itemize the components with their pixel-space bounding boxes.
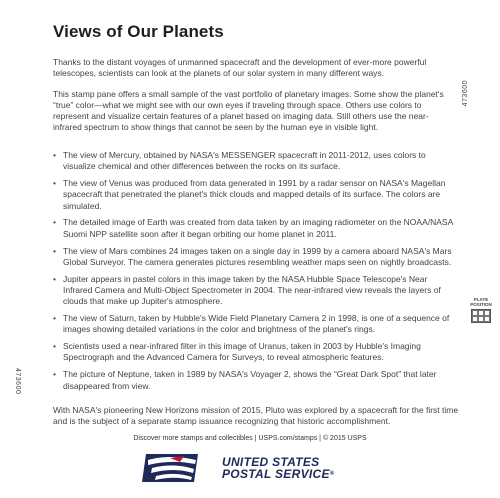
intro-paragraph: This stamp pane offers a small sample of the vast portfolio of planetary images. Some show the planet's “true” color—what we might see with our own eyes if traveling through space. Others use colors to represent and visualize certain features of a planet based on imaging data. Still others use the near-infrared spectrum to show things that cannot be seen by the human eye in visible light. — [53, 88, 444, 133]
plate-label-line2: POSITION — [470, 302, 492, 307]
list-item — [53, 369, 458, 392]
list-item — [53, 246, 458, 269]
bullet-icon: • — [53, 341, 56, 352]
planet-list — [53, 150, 458, 397]
list-item-text: The view of Saturn, taken by Hubble's Wide Field Planetary Camera 2 in 1998, is one of a sequence of images showing detailed variations in the color and brightness of the planet's rings. — [63, 313, 450, 335]
intro-text — [53, 57, 453, 143]
bullet-icon: • — [53, 313, 56, 324]
plate-label-line1: PLATE — [473, 297, 489, 302]
bullet-icon: • — [53, 178, 56, 189]
intro-paragraph: Thanks to the distant voyages of unmanned spacecraft and the development of ever-more powerful telescopes, scientists can look at the planets of our solar system in many different ways. — [53, 57, 427, 79]
plate-position — [466, 297, 496, 323]
bullet-icon: • — [53, 273, 56, 284]
usps-logo — [140, 450, 370, 486]
logo-wordmark — [222, 456, 335, 480]
page-title: Views of Our Planets — [53, 22, 224, 41]
list-item-text: Jupiter appears in pastel colors in this image taken by the NASA Hubble Space Telescope's Near Infrared Camera and Multi-Object Spectrometer in 2004. The near-infrared view reveals the layers of clouds that make up Jupiter's atmosphere. — [63, 273, 441, 307]
bullet-icon: • — [53, 150, 56, 160]
bullet-icon: • — [53, 245, 56, 256]
logo-line2: POSTAL SERVICE — [222, 467, 330, 481]
list-item — [53, 313, 458, 336]
list-item-text: The view of Mercury, obtained by NASA's MESSENGER spacecraft in 2011-2012, uses colors to visualize chemical and other differences between the rocks on its surface. — [63, 150, 426, 172]
list-item — [53, 274, 458, 308]
closing-paragraph: With NASA's pioneering New Horizons mission of 2015, Pluto was explored by a spacecraft for the first time and is the subject of a separate stamp issuance recognizing that historic accomplishment. — [53, 405, 459, 427]
list-item — [53, 150, 458, 173]
list-item — [53, 341, 458, 364]
list-item-text: Scientists used a near-infrared filter in this image of Uranus, taken in 2003 by Hubble's Imaging Spectrograph and the Advanced Camera for Surveys, to reveal atmospheric features. — [63, 341, 421, 363]
list-item-text: The view of Venus was produced from data generated in 1991 by a radar sensor on NASA's Magellan spacecraft that penetrated the planet's thick clouds and mapped details of its surface. The colors are simulated. — [63, 178, 446, 211]
registered-mark: ® — [329, 471, 335, 477]
bullet-icon: • — [53, 217, 56, 228]
footer-text: Discover more stamps and collectibles | USPS.com/stamps | © 2015 USPS — [133, 435, 367, 442]
plate-grid-icon — [471, 309, 491, 323]
list-item-text: The view of Mars combines 24 images taken on a single day in 1999 by a camera aboard NASA's Mars Global Surveyor. The camera generates pictures resembling weather maps seen on nightly broadcasts. — [63, 245, 452, 267]
list-item-text: The picture of Neptune, taken in 1989 by NASA's Voyager 2, shows the “Great Dark Spot” that later disappeared from view. — [63, 369, 437, 391]
side-code-bottom: 473600 — [14, 368, 21, 395]
side-code-top: 473600 — [462, 80, 469, 107]
list-item-text: The detailed image of Earth was created from data taken by an imaging radiometer on the NOAA/NASA Suomi NPP satellite soon after it began orbiting our home planet in 2011. — [63, 217, 453, 239]
eagle-logo-icon — [140, 450, 202, 486]
logo-line1: UNITED STATES — [222, 455, 320, 469]
list-item — [53, 217, 458, 240]
list-item — [53, 178, 458, 212]
bullet-icon: • — [53, 369, 56, 380]
